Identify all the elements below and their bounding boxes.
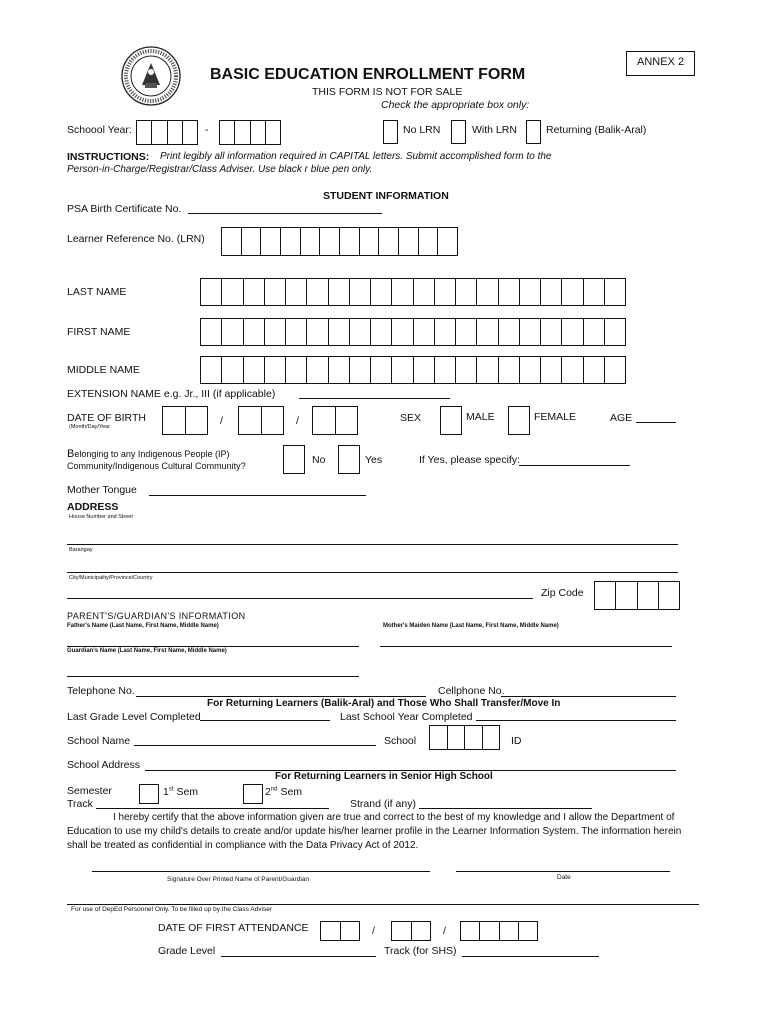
track-label: Track — [67, 798, 93, 810]
ip-no-checkbox[interactable] — [283, 445, 305, 474]
signature-caption: Signature Over Printed Name of Parent/Guardian — [167, 876, 309, 883]
psa-label: PSA Birth Certificate No. — [67, 203, 182, 215]
zip-code-boxes[interactable] — [594, 581, 680, 610]
female-checkbox[interactable] — [508, 406, 530, 435]
school-year-start-boxes[interactable] — [136, 120, 198, 145]
guardian-name-hint: Guardian's Name (Last Name, First Name, Middle Name) — [67, 648, 227, 654]
zip-code-label: Zip Code — [541, 587, 584, 599]
ip-no-label: No — [312, 454, 326, 466]
form-subtitle: THIS FORM IS NOT FOR SALE — [312, 86, 463, 98]
dob-day-boxes[interactable] — [238, 406, 284, 435]
deped-note: For use of DepEd Personnel Only. To be filled up by the Class Adviser — [71, 906, 273, 913]
first-attendance-label: DATE OF FIRST ATTENDANCE — [158, 922, 309, 934]
deped-section-divider — [67, 904, 699, 905]
track-field[interactable] — [96, 808, 329, 809]
instructions-label: INSTRUCTIONS: — [67, 151, 150, 163]
school-name-field[interactable] — [134, 745, 376, 746]
certification-line3: shall be treated as confidential in compliance with the Data Privacy Act of 2012. — [67, 840, 419, 851]
first-attendance-slash-1: / — [372, 925, 375, 937]
telephone-field[interactable] — [136, 696, 426, 697]
psa-field[interactable] — [188, 213, 382, 214]
shs-heading: For Returning Learners in Senior High School — [275, 771, 493, 782]
lrn-label: Learner Reference No. (LRN) — [67, 233, 205, 245]
age-label: AGE — [610, 412, 633, 424]
last-sy-field[interactable] — [476, 720, 676, 721]
city-field[interactable] — [67, 598, 533, 599]
school-year-dash: - — [205, 124, 209, 136]
parents-heading: PARENT'S/GUARDIAN'S INFORMATION — [67, 611, 246, 621]
last-name-label: LAST NAME — [67, 286, 127, 298]
mother-tongue-label: Mother Tongue — [67, 484, 137, 496]
deped-seal-logo — [118, 45, 184, 107]
guardian-name-field[interactable] — [67, 676, 359, 677]
ip-question-line1: Belonging to any Indigenous People (IP) — [67, 448, 230, 460]
school-year-label: Schoool Year: — [67, 124, 132, 136]
no-lrn-checkbox[interactable] — [383, 120, 398, 144]
house-street-field[interactable] — [67, 544, 678, 545]
second-sem-checkbox[interactable] — [243, 784, 263, 804]
last-grade-label: Last Grade Level Completed — [67, 711, 201, 723]
dob-slash-1: / — [220, 415, 223, 427]
father-name-field[interactable] — [67, 646, 359, 647]
returning-heading: For Returning Learners (Balik-Aral) and Those Who Shall Transfer/Move In — [207, 698, 561, 709]
dob-hint: (Month/Day/Year — [69, 424, 111, 430]
father-name-hint: Father's Name (Last Name, First Name, Middle Name) — [67, 623, 219, 629]
first-attendance-slash-2: / — [443, 925, 446, 937]
first-attendance-month-boxes[interactable] — [320, 921, 360, 941]
no-lrn-label: No LRN — [403, 124, 441, 136]
first-name-label: FIRST NAME — [67, 326, 131, 338]
mother-name-field[interactable] — [380, 646, 672, 647]
first-sem-label: 1st Sem — [163, 786, 199, 798]
school-address-label: School Address — [67, 759, 140, 771]
dob-slash-2: / — [296, 415, 299, 427]
ip-question-line2: Community/Indigenous Cultural Community? — [67, 461, 246, 471]
semester-label: Semester — [67, 785, 112, 797]
first-name-boxes[interactable] — [200, 318, 626, 346]
ip-specify-field[interactable] — [519, 465, 630, 466]
student-info-heading: STUDENT INFORMATION — [323, 190, 449, 202]
middle-name-label: MIDDLE NAME — [67, 364, 140, 376]
sex-label: SEX — [400, 412, 422, 424]
mother-name-hint: Mother's Maiden Name (Last Name, First Name, Middle Name) — [383, 623, 559, 629]
barangay-field[interactable] — [67, 572, 678, 573]
with-lrn-label: With LRN — [472, 124, 517, 136]
telephone-label: Telephone No. — [67, 685, 135, 697]
certification-line1: I hereby certify that the above information given are true and correct to the best of my knowledge and I allow the Department of — [113, 812, 675, 823]
date-caption: Date — [557, 874, 571, 881]
signature-field[interactable] — [92, 871, 430, 872]
school-id-label-2: ID — [511, 735, 522, 747]
male-checkbox[interactable] — [440, 406, 462, 435]
dob-year-boxes[interactable] — [312, 406, 358, 435]
second-sem-label: 2nd Sem — [265, 786, 303, 798]
certification-line2: Education to use my child's details to create and/or update his/her learner profile in the Learner Information System. The information herein — [67, 826, 682, 837]
first-sem-checkbox[interactable] — [139, 784, 159, 804]
ip-specify-label: If Yes, please specify: — [419, 454, 520, 466]
first-attendance-day-boxes[interactable] — [391, 921, 431, 941]
track-shs-field[interactable] — [462, 956, 599, 957]
city-hint: City/Municipality/Province/Country — [69, 575, 153, 581]
returning-checkbox[interactable] — [526, 120, 541, 144]
school-id-boxes[interactable] — [429, 725, 500, 750]
barangay-hint: Barangay — [69, 547, 93, 553]
school-year-end-boxes[interactable] — [219, 120, 281, 145]
lrn-boxes[interactable] — [221, 227, 458, 256]
last-sy-label: Last School Year Completed — [340, 711, 473, 723]
first-attendance-year-boxes[interactable] — [460, 921, 538, 941]
returning-label: Returning (Balik-Aral) — [546, 124, 647, 136]
address-heading: ADDRESS — [67, 501, 119, 513]
track-shs-label: Track (for SHS) — [384, 945, 457, 957]
middle-name-boxes[interactable] — [200, 356, 626, 384]
ip-yes-checkbox[interactable] — [338, 445, 360, 474]
date-field[interactable] — [456, 871, 670, 872]
school-id-label-1: School — [384, 735, 417, 747]
form-title: BASIC EDUCATION ENROLLMENT FORM — [210, 66, 526, 83]
check-note: Check the appropriate box only: — [381, 99, 530, 111]
ip-yes-label: Yes — [365, 454, 383, 466]
male-label: MALE — [466, 411, 495, 423]
extension-name-field[interactable] — [299, 398, 450, 399]
instructions-line1: Print legibly all information required in CAPITAL letters. Submit accomplished form to the — [160, 151, 552, 162]
strand-label: Strand (if any) — [350, 798, 416, 810]
last-name-boxes[interactable] — [200, 278, 626, 306]
grade-level-field[interactable] — [221, 956, 376, 957]
dob-month-boxes[interactable] — [162, 406, 208, 435]
school-name-label: School Name — [67, 735, 131, 747]
strand-field[interactable] — [419, 808, 592, 809]
cellphone-field[interactable] — [501, 696, 676, 697]
house-street-hint: House Number and Street — [69, 514, 133, 520]
last-grade-field[interactable] — [200, 720, 330, 721]
age-field[interactable] — [636, 422, 676, 423]
extension-name-label: EXTENSION NAME e.g. Jr., III (if applicable) — [67, 388, 276, 400]
female-label: FEMALE — [534, 411, 577, 423]
with-lrn-checkbox[interactable] — [451, 120, 466, 144]
instructions-line2: Person-in-Charge/Registrar/Class Adviser. Use black r blue pen only. — [67, 164, 373, 175]
mother-tongue-field[interactable] — [149, 495, 366, 496]
cellphone-label: Cellphone No. — [438, 685, 505, 697]
grade-level-label: Grade Level — [158, 945, 216, 957]
annex-label: ANNEX 2 — [637, 56, 685, 68]
dob-label: DATE OF BIRTH — [67, 412, 146, 424]
